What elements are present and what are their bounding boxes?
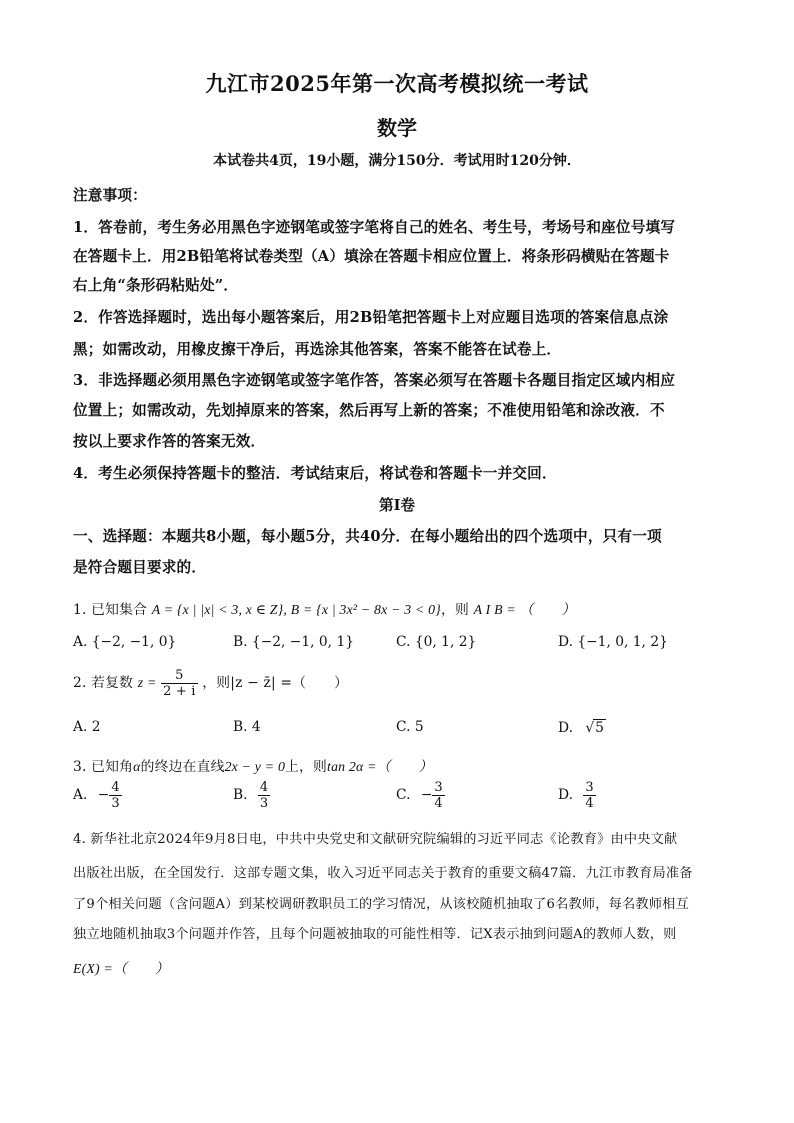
part-label: 第Ⅰ卷 <box>378 497 415 514</box>
fraction-denominator: 4 <box>585 796 594 811</box>
q1-option-a: A. {−2, −1, 0} <box>73 634 177 650</box>
q2-option-d <box>558 719 606 736</box>
question-4-ask: E(X) =（ ） <box>73 961 169 976</box>
q3-ask: tan 2α =（ ） <box>327 759 433 774</box>
q3-option-fraction <box>109 780 121 811</box>
question-3-stem <box>73 755 433 775</box>
subject-title: 数学 <box>377 116 417 140</box>
question-4-line: 出版社出版，在全国发行．这部专题文集，收入习近平同志关于教育的重要文稿47篇．九江市教育局准备 <box>73 866 693 881</box>
fraction-denominator: 3 <box>259 796 269 811</box>
q3-alpha: α <box>133 759 141 774</box>
fraction-numerator: 3 <box>434 780 443 795</box>
q1-set-b: , B = {x | 3x² − 8x − 3 < 0} <box>283 602 441 617</box>
q1-suffix: ，则 <box>441 602 469 618</box>
q3-option-fraction <box>583 780 595 811</box>
notice-line: 2．作答选择题时，选出每小题答案后，用2B铅笔把答题卡上对应题目选项的答案信息点涂 <box>73 309 669 326</box>
q1-option-d: D. {−1, 0, 1, 2} <box>558 634 668 650</box>
q3-option-fraction <box>258 780 270 811</box>
question-4-line: 独立地随机抽取3个问题并作答，且每个问题被抽取的可能性相等．记X表示抽到问题A的教师人数，则 <box>73 927 677 942</box>
q3-line-equation: 2x − y = 0 <box>224 759 286 774</box>
question-4-line: 了9个相关问题（含问题A）到某校调研教职员工的学习情况，从该校随机抽取了6名教师，每名教师相互 <box>73 897 689 912</box>
q1-prefix: 1. 已知集合 <box>73 602 148 618</box>
q3-option-label: C. <box>396 787 411 803</box>
notice-line: 右上角“条形码粘贴处”． <box>73 277 239 294</box>
q2-option-b: B. 4 <box>233 719 261 735</box>
sqrt-icon: √ <box>585 720 595 736</box>
q3-option-b <box>233 780 270 811</box>
q2-option-d-label: D. <box>558 720 573 736</box>
q2-prefix: 2. 若复数 <box>73 675 134 691</box>
notice-line: 按以上要求作答的答案无效． <box>73 433 266 450</box>
section-heading: 是符合题目要求的． <box>73 559 207 576</box>
q1-set-a: A = {x | |x| < 3, x ∈ Z} <box>151 602 284 617</box>
q2-suffix: ，则|z − z̄| =（ ） <box>202 675 349 691</box>
notice-line: 3．非选择题必须用黑色字迹钢笔或签字笔作答，答案必须写在答题卡各题目指定区域内相应 <box>73 372 676 389</box>
notice-line: 在答题卡上．用2B铅笔将试卷类型（A）填涂在答题卡相应位置上．将条形码横贴在答题卡 <box>73 248 670 265</box>
notice-line: 4．考生必须保持答题卡的整洁．考试结束后，将试卷和答题卡一并交回． <box>73 465 557 482</box>
notice-line: 1．答卷前，考生务必用黑色字迹钢笔或签字笔将自己的姓名、考生号，考场号和座位号填写 <box>73 219 676 236</box>
q2-option-a: A. 2 <box>73 719 101 735</box>
q3-text-c: 上，则 <box>285 759 328 775</box>
q2-fraction <box>161 668 198 699</box>
q3-option-label: B. <box>233 787 248 803</box>
q3-text-b: 的终边在直线 <box>140 759 225 775</box>
q3-option-label: A. <box>73 787 88 803</box>
q3-option-label: D. <box>558 787 573 803</box>
exam-info: 本试卷共4页，19小题，满分150分．考试用时120分钟． <box>213 153 581 169</box>
q1-ask: A I B = （ ） <box>473 602 576 617</box>
q3-option-sign: − <box>420 787 433 803</box>
question-1-stem <box>73 598 576 618</box>
question-4-line: 4. 新华社北京2024年9月8日电，中共中央党史和文献研究院编辑的习近平同志《论教育》由中央文献 <box>73 832 678 847</box>
q3-option-fraction <box>432 780 444 811</box>
q2-option-d-radicand: 5 <box>595 720 604 736</box>
notice-heading: 注意事项： <box>73 187 147 204</box>
section-heading: 一、选择题：本题共8小题，每小题5分，共40分．在每小题给出的四个选项中，只有一项 <box>73 528 662 545</box>
fraction-numerator: 4 <box>259 780 269 795</box>
q3-text-a: 3. 已知角 <box>73 759 134 775</box>
q2-option-c: C. 5 <box>396 719 424 735</box>
notice-line: 位置上；如需改动，先划掉原来的答案，然后再写上新的答案；不准使用铅笔和涂改液．不 <box>73 402 665 419</box>
q2-fraction-numerator: 5 <box>161 668 198 684</box>
q1-option-b: B. {−2, −1, 0, 1} <box>233 634 355 650</box>
q3-option-a <box>73 780 122 811</box>
q2-z-eq: z = <box>137 675 157 690</box>
fraction-denominator: 4 <box>434 796 443 811</box>
exam-title: 九江市2025年第一次高考模拟统一考试 <box>205 71 589 96</box>
q3-option-d <box>558 780 596 811</box>
q3-option-sign: − <box>97 787 110 803</box>
fraction-numerator: 4 <box>111 780 120 795</box>
fraction-denominator: 3 <box>111 796 120 811</box>
fraction-numerator: 3 <box>585 780 594 795</box>
q3-option-c <box>396 780 445 811</box>
q2-fraction-denominator: 2 + i <box>163 684 196 699</box>
q1-option-c: C. {0, 1, 2} <box>396 634 477 650</box>
question-2-stem <box>73 668 348 699</box>
notice-line: 黑；如需改动，用橡皮擦干净后，再选涂其他答案，答案不能答在试卷上． <box>73 341 562 358</box>
